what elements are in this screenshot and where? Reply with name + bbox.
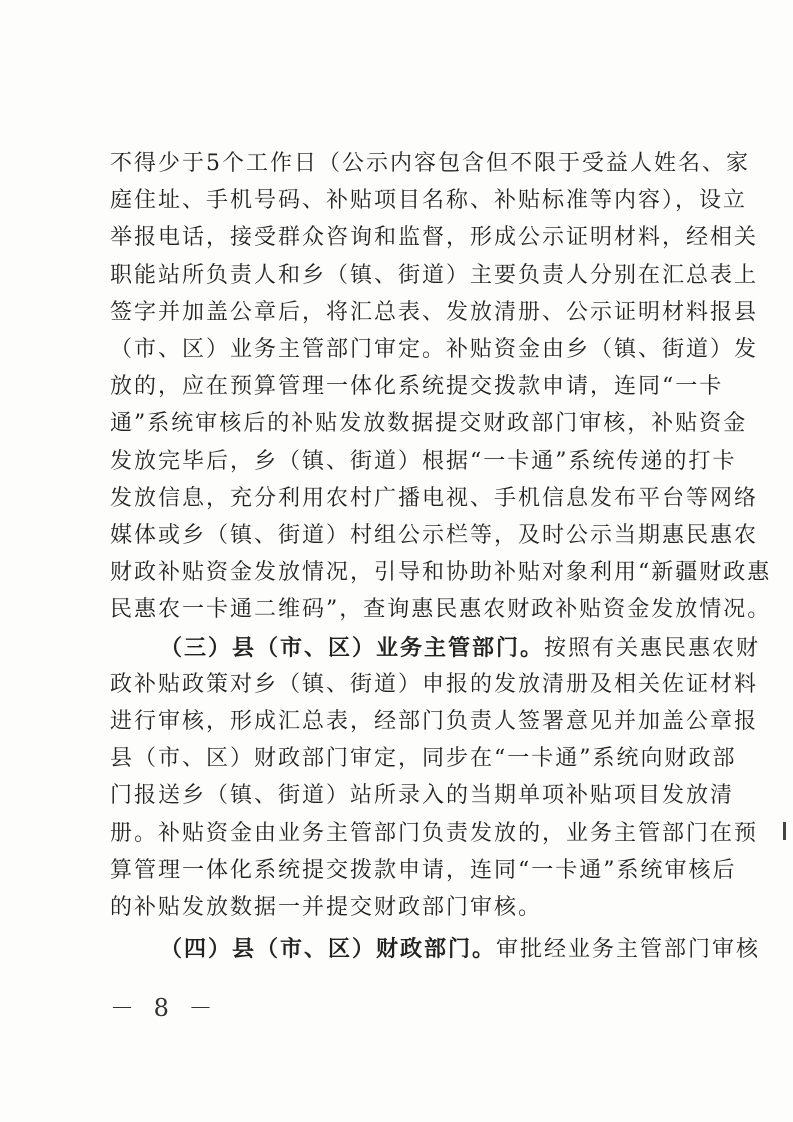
paragraph-line: 不得少于5个工作日（公示内容包含但不限于受益人姓名、家 — [110, 151, 750, 176]
paragraph-line: 发放完毕后，乡（镇、街道）根据“一卡通”系统传递的打卡 — [110, 448, 737, 474]
paragraph-line: 民惠农一卡通二维码”，查询惠民惠农财政补贴资金发放情况。 — [110, 597, 772, 623]
paragraph-line: 发放信息，充分利用农村广播电视、手机信息发布平台等网络 — [110, 485, 759, 511]
paragraph-line: （市、区）业务主管部门审定。补贴资金由乡（镇、街道）发 — [110, 337, 759, 362]
page-number: － 8 － — [110, 994, 219, 1023]
paragraph-line: 通”系统审核后的补贴发放数据提交财政部门审核，补贴资金 — [110, 411, 748, 437]
paragraph-line: 举报电话，接受群众咨询和监督，形成公示证明材料，经相关 — [110, 225, 759, 251]
paragraph-line: 算管理一体化系统提交拨款申请，连同“一卡通”系统审核后 — [110, 857, 737, 883]
paragraph-line: 职能站所负责人和乡（镇、街道）主要负责人分别在汇总表上 — [110, 262, 759, 288]
paragraph-line: 进行审核，形成汇总表，经部门负责人签署意见并加盖公章报 — [110, 709, 759, 734]
paragraph-line: 的补贴发放数据一并提交财政部门审核。 — [110, 895, 543, 920]
margin-mark — [783, 822, 786, 840]
paragraph-line: 县（市、区）财政部门审定，同步在“一卡通”系统向财政部 — [110, 746, 737, 772]
paragraph-line: 门报送乡（镇、街道）站所录入的当期单项补贴项目发放清 — [110, 783, 735, 809]
paragraph-line: 册。补贴资金由业务主管部门负责发放的，业务主管部门在预 — [110, 820, 759, 846]
section-4-first-line — [160, 931, 761, 967]
section-3-first-line — [160, 630, 761, 666]
section-4-heading: （四）县（市、区）财政部门。 — [160, 936, 497, 963]
paragraph-line: 庭住址、手机号码、补贴项目名称、补贴标准等内容），设立 — [110, 188, 748, 214]
paragraph-line: 财政补贴资金发放情况，引导和协助补贴对象利用“新疆财政惠 — [110, 560, 772, 586]
paragraph-line: 放的，应在预算管理一体化系统提交拨款申请，连同“一卡 — [110, 374, 724, 400]
section-3-heading: （三）县（市、区）业务主管部门。 — [160, 634, 545, 661]
section-3-first-line-text: 按照有关惠民惠农财 — [544, 635, 761, 661]
paragraph-line: 签字并加盖公章后，将汇总表、发放清册、公示证明材料报县 — [110, 299, 759, 325]
paragraph-line: 媒体或乡（镇、街道）村组公示栏等，及时公示当期惠民惠农 — [110, 523, 759, 548]
paragraph-line: 政补贴政策对乡（镇、街道）申报的发放清册及相关佐证材料 — [110, 671, 759, 697]
section-4-first-line-text: 审批经业务主管部门审核 — [496, 937, 761, 963]
